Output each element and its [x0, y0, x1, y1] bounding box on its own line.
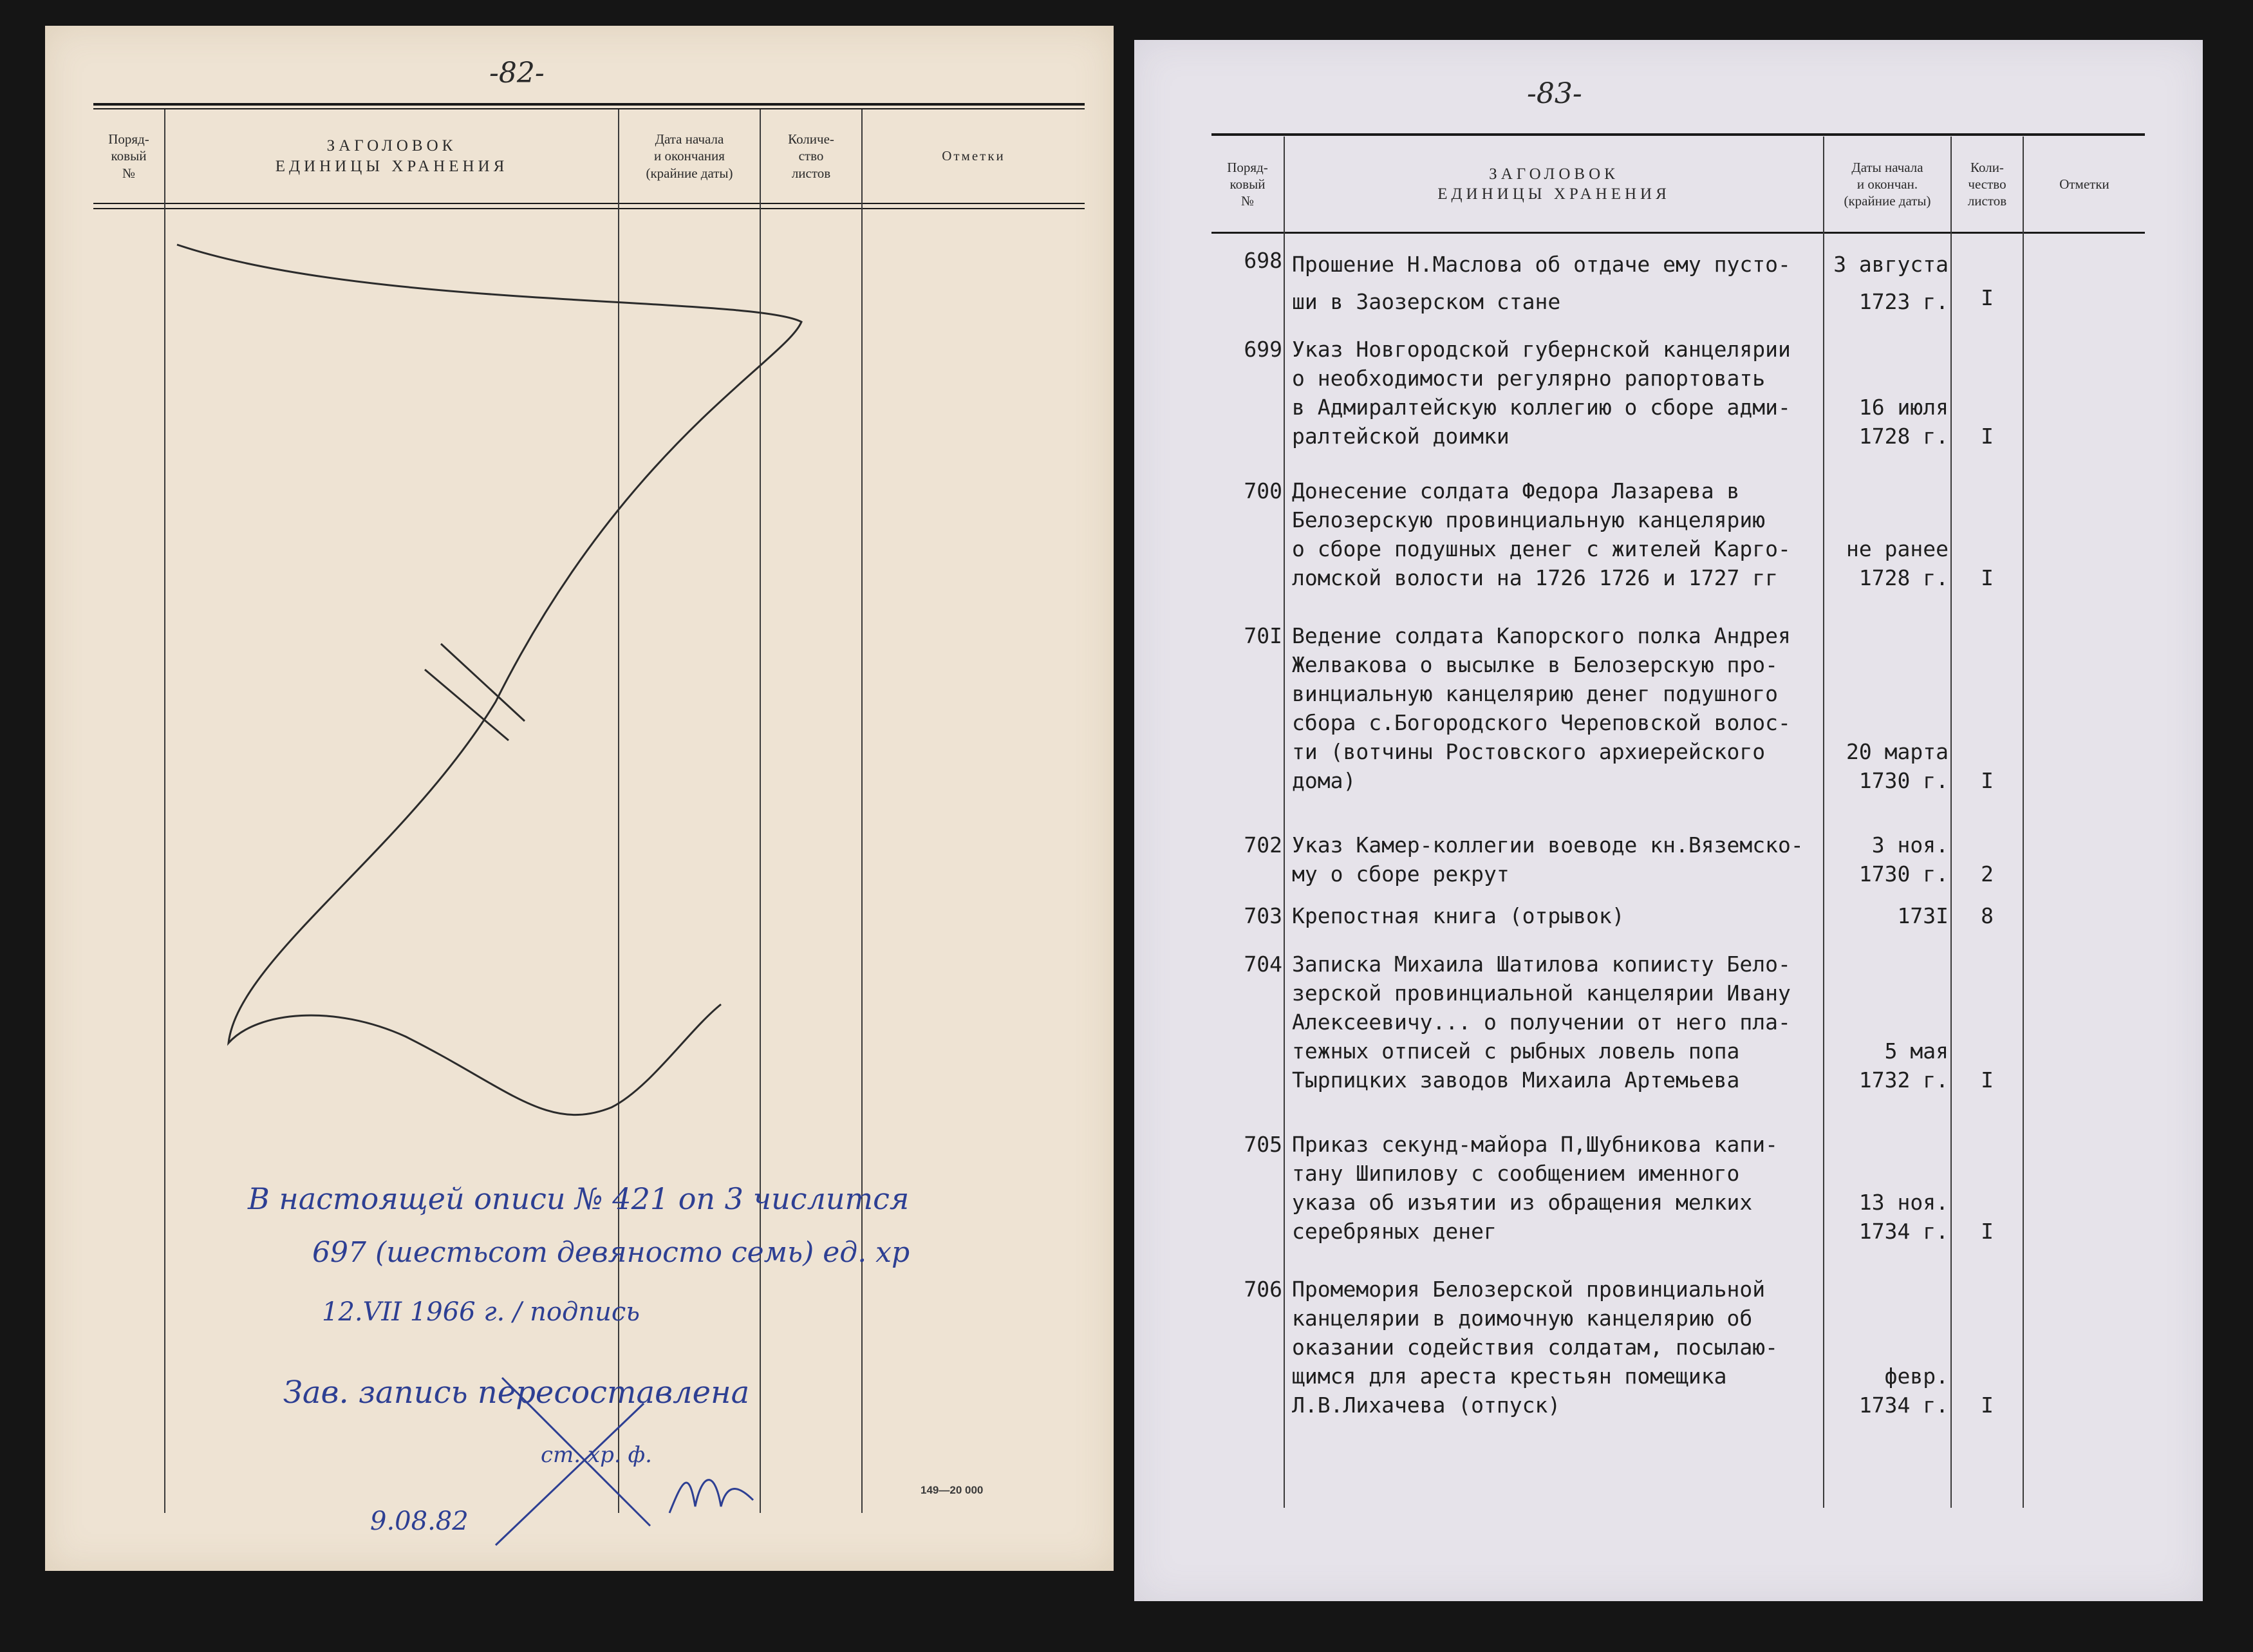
row-dates: 3 августа 1723 г. — [1833, 252, 1949, 314]
header-rule-bottom — [1211, 232, 2145, 234]
print-code: 149—20 000 — [921, 1484, 984, 1496]
left-page — [45, 26, 1114, 1571]
header-count: Коли- чество листов — [1967, 159, 2007, 209]
header-dates: Дата начала и окончания (крайние даты) — [646, 131, 733, 181]
row-title: Донесение солдата Федора Лазарева в Белозерскую провинциальную канцелярию о сборе подушных денег с жителей Карго- ломской волости на 1726 1726 и 1727 гг — [1292, 478, 1791, 590]
page-number: -83- — [1527, 77, 1582, 110]
row-count: I — [1981, 1219, 1994, 1244]
row-dates: 16 июля 1728 г. — [1858, 395, 1949, 449]
handwritten-note-line: 12.VII 1966 г. / подпись — [322, 1297, 640, 1327]
row-number: 700 — [1244, 478, 1282, 503]
handwritten-strike-and-signature — [45, 26, 1114, 1571]
column-divider — [1950, 136, 1952, 1508]
row-title: Промемория Белозерской провинциальной канцелярии в доимочную канцелярию об оказании содействия солдатам, посылаю- щимся для ареста крестьян помещика Л.В.Лихачева (отпуск) — [1292, 1277, 1778, 1418]
row-dates: февр. 1734 г. — [1858, 1364, 1949, 1418]
row-count: 2 — [1981, 861, 1994, 887]
header-title: ЗАГОЛОВОК ЕДИНИЦЫ ХРАНЕНИЯ — [275, 137, 509, 175]
row-dates: 3 ноя. 1730 г. — [1858, 832, 1949, 887]
header-number: Поряд- ковый № — [108, 131, 149, 181]
row-number: 70I — [1244, 623, 1282, 648]
column-divider — [1823, 136, 1824, 1508]
row-count: 8 — [1981, 903, 1994, 928]
row-title: Записка Михаила Шатилова копиисту Бело- зерской провинциальной канцелярии Ивану Алексеевичу... о получении от него пла- тежных отписей с рыбных ловель попа Тырпицких заводов Михаила Артемьева — [1292, 952, 1791, 1093]
row-number: 699 — [1244, 337, 1282, 362]
row-count: I — [1981, 1067, 1994, 1093]
row-count: I — [1981, 424, 1994, 449]
handwritten-date: 9.08.82 — [370, 1507, 469, 1536]
row-number: 705 — [1244, 1132, 1282, 1157]
handwritten-note-line: ст. хр. ф. — [541, 1442, 652, 1468]
column-divider — [2023, 136, 2024, 1508]
row-dates: 5 мая 1732 г. — [1858, 1038, 1949, 1093]
row-title: Указ Новгородской губернской канцелярии о необходимости регулярно рапортовать в Адмиралтейскую коллегию о сборе адми- ралтейской доимки — [1292, 337, 1791, 449]
row-count: I — [1981, 565, 1994, 590]
row-number: 704 — [1244, 952, 1282, 977]
right-page — [1134, 40, 2203, 1601]
row-title: Указ Камер-коллегии воеводе кн.Вяземско- му о сборе рекрут — [1292, 832, 1804, 887]
row-title: Приказ секунд-майора П,Шубникова капи- тану Шипилову с сообщением именного указа об изъятии из обращения мелких серебряных денег — [1292, 1132, 1778, 1244]
handwritten-note-line: 697 (шестьсот девяносто семь) ед. хр — [312, 1236, 910, 1269]
row-count: I — [1981, 285, 1994, 310]
header-number: Поряд- ковый № — [1227, 159, 1268, 209]
column-divider — [1284, 136, 1285, 1508]
row-number: 702 — [1244, 832, 1282, 858]
header-dates: Даты начала и окончан. (крайние даты) — [1844, 159, 1931, 209]
header-title: ЗАГОЛОВОК ЕДИНИЦЫ ХРАНЕНИЯ — [1437, 165, 1670, 203]
row-title: Прошение Н.Маслова об отдаче ему пусто- ши в Заозерском стане — [1292, 252, 1791, 314]
row-dates: 13 ноя. 1734 г. — [1858, 1190, 1949, 1244]
header-count: Количе- ство листов — [788, 131, 834, 181]
row-title: Ведение солдата Капорского полка Андрея Желвакова о высылке в Белозерскую про- винциальную канцелярию денег подушного сбора с.Богородского Череповской волос- ти (вотчины Ростовского архиерейского дома) — [1292, 623, 1791, 793]
row-count: I — [1981, 1393, 1994, 1418]
row-count: I — [1981, 768, 1994, 793]
row-dates: не ранее 1728 г. — [1846, 536, 1949, 590]
handwritten-note-line: Зав. запись пересоставлена — [283, 1375, 750, 1411]
row-number: 703 — [1244, 903, 1282, 928]
header-notes: Отметки — [942, 148, 1005, 164]
row-number: 698 — [1244, 248, 1282, 273]
handwritten-note-line: В настоящей описи № 421 оп 3 числится — [248, 1181, 910, 1216]
row-number: 706 — [1244, 1277, 1282, 1302]
row-dates: 173I — [1897, 903, 1949, 928]
row-title: Крепостная книга (отрывок) — [1292, 903, 1625, 928]
row-dates: 20 марта 1730 г. — [1846, 739, 1949, 793]
header-rule-top — [1211, 133, 2145, 136]
page-number: -82- — [489, 57, 545, 89]
header-notes: Отметки — [2059, 176, 2109, 192]
